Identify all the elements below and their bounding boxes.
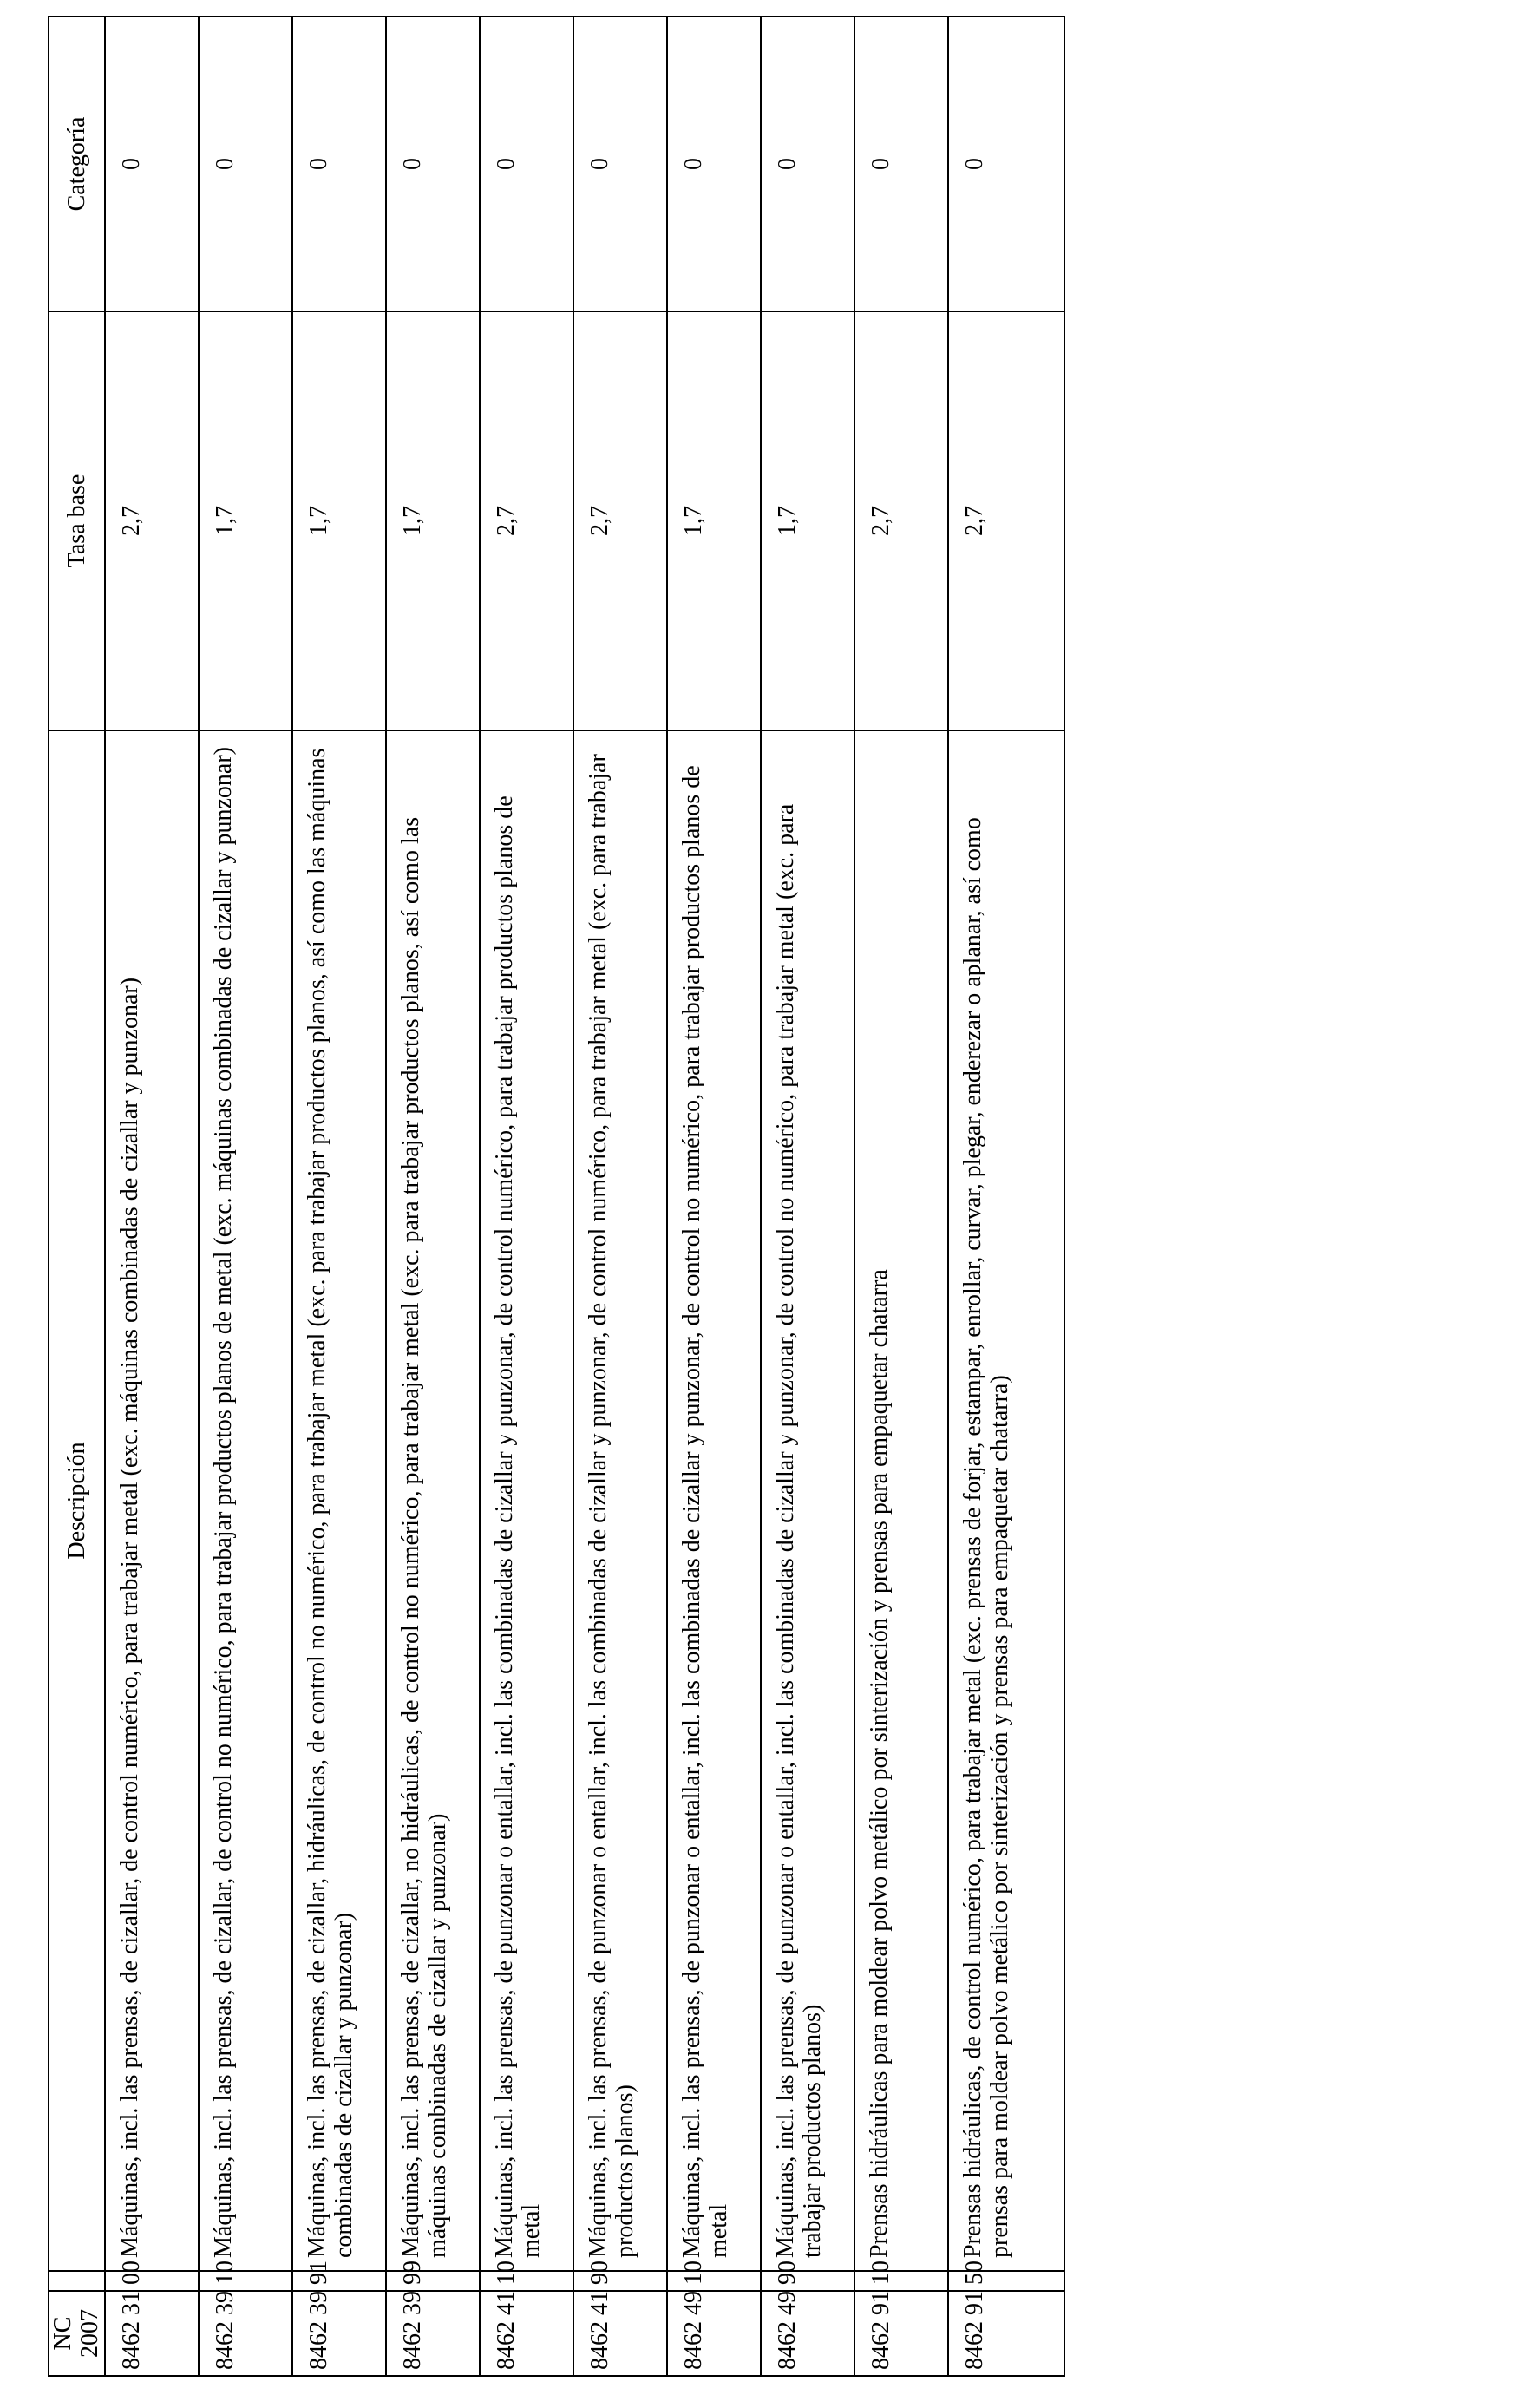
nc-code: 8462 31 00	[105, 2291, 199, 2376]
header-rate: Tasa base	[49, 311, 105, 730]
nc-code: 8462 41 90	[573, 2291, 667, 2376]
base-rate: 1,7	[386, 311, 480, 730]
nc-code: 8462 91 10	[854, 2291, 948, 2376]
nc-code: 8462 49 90	[761, 2291, 854, 2376]
description: Prensas hidráulicas, de control numérico, para trabajar metal (exc. prensas de forjar, estampar, enrollar, curvar, plegar, enderezar o aplanar, así como prensas para moldear polvo metálico por sinterización y prensas para empaquetar chatarra)	[948, 730, 1064, 2271]
nc-code: 8462 39 99	[386, 2291, 480, 2376]
rotated-page	[48, 17, 1080, 2377]
nc-code: 8462 39 10	[199, 2291, 292, 2376]
base-rate: 1,7	[761, 311, 854, 730]
category: 0	[199, 16, 292, 311]
table-row	[948, 16, 1064, 2376]
description: Máquinas, incl. las prensas, de punzonar o entallar, incl. las combinadas de cizallar y punzonar, de control numérico, para trabajar productos planos de metal	[480, 730, 573, 2271]
description: Máquinas, incl. las prensas, de punzonar o entallar, incl. las combinadas de cizallar y punzonar, de control numérico, para trabajar metal (exc. para trabajar productos planos)	[573, 730, 667, 2271]
header-row	[49, 16, 105, 2376]
base-rate: 1,7	[199, 311, 292, 730]
header-category: Categoría	[49, 16, 105, 311]
tariff-table	[48, 16, 1065, 2377]
table-row	[292, 16, 386, 2376]
category: 0	[105, 16, 199, 311]
description: Máquinas, incl. las prensas, de cizallar, hidráulicas, de control no numérico, para trabajar metal (exc. para trabajar productos planos, así como las máquinas combinadas de cizallar y punzonar)	[292, 730, 386, 2271]
table-row	[386, 16, 480, 2376]
nc-code: 8462 49 10	[667, 2291, 761, 2376]
description: Máquinas, incl. las prensas, de punzonar o entallar, incl. las combinadas de cizallar y punzonar, de control no numérico, para trabajar metal (exc. para trabajar productos planos)	[761, 730, 854, 2271]
base-rate: 1,7	[292, 311, 386, 730]
nc-code: 8462 39 91	[292, 2291, 386, 2376]
category: 0	[667, 16, 761, 311]
base-rate: 2,7	[480, 311, 573, 730]
table-row	[761, 16, 854, 2376]
table-row	[667, 16, 761, 2376]
nc-code: 8462 91 50	[948, 2291, 1064, 2376]
table-row	[105, 16, 199, 2376]
category: 0	[854, 16, 948, 311]
header-spacer	[49, 2271, 105, 2291]
description: Máquinas, incl. las prensas, de cizallar, de control no numérico, para trabajar productos planos de metal (exc. máquinas combinadas de cizallar y punzonar)	[199, 730, 292, 2271]
category: 0	[386, 16, 480, 311]
category: 0	[948, 16, 1064, 311]
nc-code: 8462 41 10	[480, 2291, 573, 2376]
base-rate: 2,7	[573, 311, 667, 730]
category: 0	[480, 16, 573, 311]
table-row	[199, 16, 292, 2376]
base-rate: 2,7	[948, 311, 1064, 730]
description: Máquinas, incl. las prensas, de cizallar, no hidráulicas, de control no numérico, para trabajar metal (exc. para trabajar productos planos, así como las máquinas combinadas de cizallar y punzonar)	[386, 730, 480, 2271]
base-rate: 1,7	[667, 311, 761, 730]
base-rate: 2,7	[105, 311, 199, 730]
description: Máquinas, incl. las prensas, de cizallar, de control numérico, para trabajar metal (exc. máquinas combinadas de cizallar y punzonar)	[105, 730, 199, 2271]
table-row	[854, 16, 948, 2376]
table-row	[480, 16, 573, 2376]
header-nc: NC 2007	[49, 2291, 105, 2376]
description: Máquinas, incl. las prensas, de punzonar o entallar, incl. las combinadas de cizallar y punzonar, de control no numérico, para trabajar productos planos de metal	[667, 730, 761, 2271]
base-rate: 2,7	[854, 311, 948, 730]
category: 0	[761, 16, 854, 311]
description: Prensas hidráulicas para moldear polvo metálico por sinterización y prensas para empaquetar chatarra	[854, 730, 948, 2271]
header-description: Descripción	[49, 730, 105, 2271]
category: 0	[573, 16, 667, 311]
category: 0	[292, 16, 386, 311]
table-row	[573, 16, 667, 2376]
